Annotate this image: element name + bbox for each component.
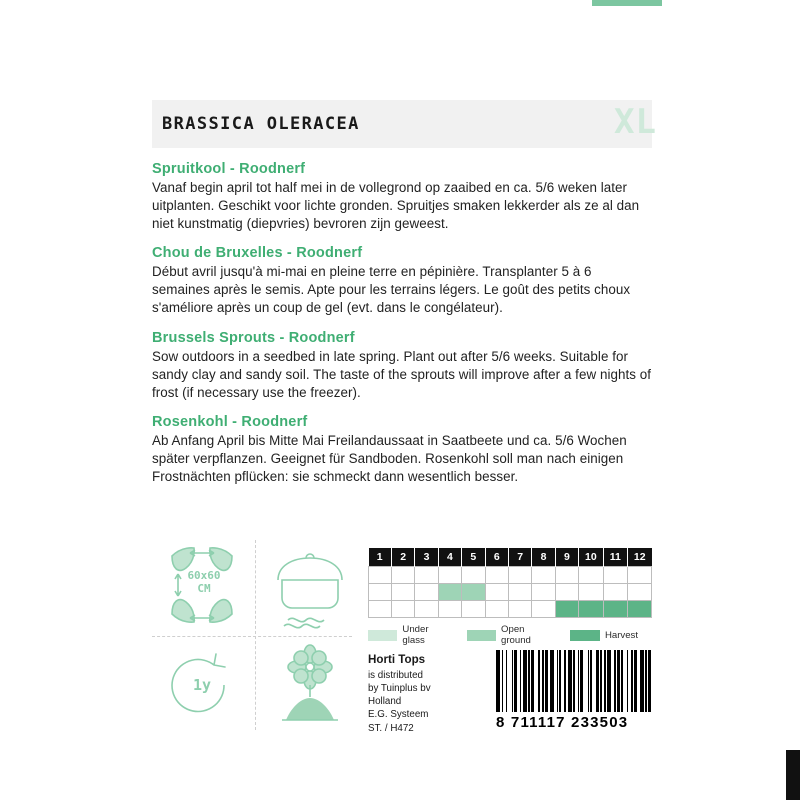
lang-body-en: Sow outdoors in a seedbed in late spring. Plant out after 5/6 weeks. Suitable for sandy clay and sandy soil. The taste of the sprouts will improve after a few nights of frost (if necessary use the freezer). bbox=[152, 348, 652, 400]
calendar-cell bbox=[532, 601, 555, 618]
company-info bbox=[368, 652, 431, 735]
company-line-2: by Tuinplus bv bbox=[368, 682, 431, 694]
calendar-table bbox=[368, 548, 652, 618]
lifespan-icon bbox=[152, 640, 252, 730]
sowing-calendar bbox=[368, 548, 652, 646]
legend-swatch-harvest bbox=[570, 630, 600, 641]
calendar-cell bbox=[485, 584, 508, 601]
spacing-unit: CM bbox=[197, 581, 211, 595]
calendar-cell bbox=[462, 584, 485, 601]
month-header: 1 bbox=[369, 548, 392, 567]
calendar-cell bbox=[508, 584, 531, 601]
header-band bbox=[152, 100, 657, 148]
lang-body-fr: Début avril jusqu'à mi-mai en pleine terre en pépinière. Transplanter 5 à 6 semaines après le semis. Apte pour les terrains légers. Le goût des petits choux s'améliore après un coup de gel (evt. dans le congélateur). bbox=[152, 264, 631, 316]
calendar-cell bbox=[369, 601, 392, 618]
calendar-header-row bbox=[369, 548, 652, 567]
lifespan-label: 1y bbox=[192, 676, 212, 694]
month-header: 2 bbox=[391, 548, 414, 567]
latin-name: BRASSICA OLERACEA bbox=[162, 114, 360, 134]
barcode-number: 8 711117 233503 bbox=[496, 714, 629, 731]
calendar-cell bbox=[603, 567, 627, 584]
calendar-cell bbox=[579, 601, 603, 618]
pictogram-grid bbox=[152, 540, 352, 730]
legend-item-harvest bbox=[570, 630, 638, 641]
calendar-cell bbox=[579, 567, 603, 584]
calendar-cell bbox=[579, 584, 603, 601]
legend-swatch-glass bbox=[368, 630, 397, 641]
calendar-cell bbox=[485, 567, 508, 584]
legend-label-harvest: Harvest bbox=[604, 629, 638, 641]
calendar-cell bbox=[438, 601, 461, 618]
month-header: 6 bbox=[485, 548, 508, 567]
calendar-cell bbox=[438, 584, 461, 601]
calendar-cell bbox=[508, 601, 531, 618]
lang-block-fr bbox=[152, 245, 652, 316]
lang-title-en: Brussels Sprouts - Roodnerf bbox=[152, 329, 355, 346]
calendar-cell bbox=[415, 567, 438, 584]
calendar-cell bbox=[462, 601, 485, 618]
cooking-pot-icon bbox=[260, 540, 360, 630]
month-header: 7 bbox=[508, 548, 531, 567]
calendar-cell bbox=[369, 584, 392, 601]
company-line-4: E.G. Systeem bbox=[368, 709, 429, 721]
legend-item-glass bbox=[368, 624, 453, 646]
calendar-body bbox=[369, 567, 652, 618]
calendar-cell bbox=[369, 567, 392, 584]
bottom-right-marker bbox=[786, 750, 800, 800]
month-header: 10 bbox=[579, 548, 603, 567]
month-header: 11 bbox=[603, 548, 627, 567]
company-name: Horti Tops bbox=[368, 653, 426, 666]
calendar-row bbox=[369, 601, 652, 618]
lang-body-nl: Vanaf begin april tot half mei in de vollegrond op zaaibed en ca. 5/6 weken later uitplanten. Geschikt voor lichte gronden. Spruitjes smaken lekkerder als ze al dan niet kunstmatig (diepvries) bevroren zijn geweest. bbox=[152, 180, 640, 231]
month-header: 9 bbox=[555, 548, 578, 567]
text-content bbox=[152, 100, 657, 486]
calendar-cell bbox=[555, 601, 578, 618]
legend-label-open: Open ground bbox=[501, 624, 531, 646]
calendar-cell bbox=[508, 567, 531, 584]
calendar-cell bbox=[532, 567, 555, 584]
calendar-row bbox=[369, 567, 652, 584]
company-line-5: ST. / H472 bbox=[368, 722, 414, 734]
legend-item-open bbox=[467, 624, 556, 646]
month-header: 8 bbox=[532, 548, 555, 567]
lang-body-de: Ab Anfang April bis Mitte Mai Freilandaussaat in Saatbeete und ca. 5/6 Wochen später verpflanzen. Geeignet für Sandboden. Rosenkohl soll man nach einigen Frostnächten pflücken: sie schmeckt dann wesentlich besser. bbox=[152, 433, 627, 485]
calendar-cell bbox=[391, 584, 414, 601]
calendar-cell bbox=[627, 584, 651, 601]
company-line-3: Holland bbox=[368, 696, 402, 708]
calendar-cell bbox=[603, 584, 627, 601]
top-accent-bar bbox=[592, 0, 662, 6]
barcode-block bbox=[496, 650, 652, 731]
sowing-mound-icon bbox=[260, 640, 360, 730]
calendar-legend bbox=[368, 624, 652, 646]
calendar-cell bbox=[438, 567, 461, 584]
spacing-label bbox=[174, 570, 234, 595]
lang-title-de: Rosenkohl - Roodnerf bbox=[152, 414, 308, 431]
plant-spacing-icon bbox=[152, 540, 252, 630]
lang-block-en bbox=[152, 330, 652, 401]
size-badge: XL bbox=[614, 102, 657, 142]
month-header: 3 bbox=[415, 548, 438, 567]
lang-block-nl bbox=[152, 161, 652, 232]
legend-label-glass: Under glass bbox=[402, 624, 429, 646]
company-line-1: is distributed bbox=[368, 669, 423, 681]
calendar-cell bbox=[627, 601, 651, 618]
calendar-cell bbox=[415, 584, 438, 601]
calendar-row bbox=[369, 584, 652, 601]
month-header: 4 bbox=[438, 548, 461, 567]
calendar-cell bbox=[555, 567, 578, 584]
legend-swatch-open bbox=[467, 630, 496, 641]
lang-block-de bbox=[152, 414, 652, 485]
divider-vertical bbox=[255, 540, 256, 730]
month-header: 12 bbox=[627, 548, 651, 567]
calendar-cell bbox=[627, 567, 651, 584]
calendar-cell bbox=[391, 567, 414, 584]
calendar-cell bbox=[555, 584, 578, 601]
barcode-image bbox=[496, 650, 652, 712]
calendar-cell bbox=[462, 567, 485, 584]
lang-title-fr: Chou de Bruxelles - Roodnerf bbox=[152, 245, 363, 262]
calendar-cell bbox=[415, 601, 438, 618]
lang-title-nl: Spruitkool - Roodnerf bbox=[152, 161, 306, 177]
calendar-cell bbox=[485, 601, 508, 618]
month-header: 5 bbox=[462, 548, 485, 567]
calendar-cell bbox=[391, 601, 414, 618]
calendar-cell bbox=[532, 584, 555, 601]
calendar-cell bbox=[603, 601, 627, 618]
spacing-value: 60x60 bbox=[187, 569, 221, 582]
divider-horizontal bbox=[152, 636, 352, 637]
